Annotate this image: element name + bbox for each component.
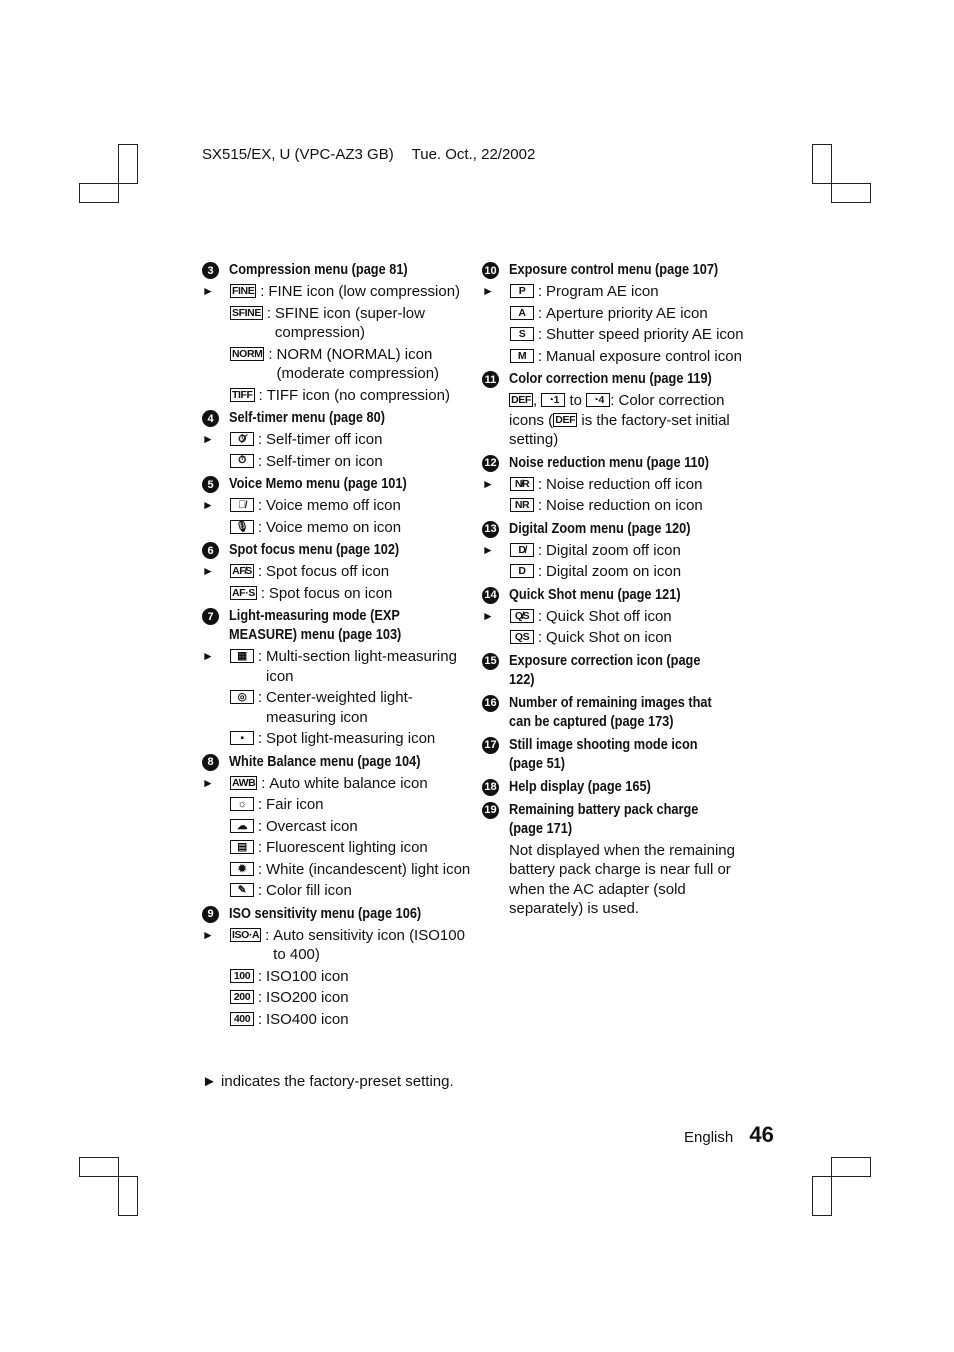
section-number: 9: [202, 906, 219, 923]
section-title: Spot focus menu (page 102): [229, 542, 400, 558]
setting-icon: NORM: [232, 347, 263, 360]
section-heading: [202, 607, 472, 645]
section-heading: [202, 541, 472, 560]
section-heading: [482, 652, 752, 690]
language-label: English: [684, 1129, 734, 1146]
menu-option: [202, 926, 472, 965]
setting-icon: D: [510, 564, 534, 578]
separator: :: [537, 629, 543, 646]
setting-icon: TIFF: [232, 388, 253, 401]
option-description: Fair icon: [266, 796, 324, 813]
section-number: 6: [202, 542, 219, 559]
crop-mark: [812, 1176, 832, 1216]
setting-icon: ☁: [230, 819, 254, 833]
setting-icon: 🎙: [230, 520, 254, 534]
separator: :: [257, 967, 263, 985]
menu-option: [202, 817, 472, 837]
option-description: Spot focus on icon: [268, 584, 393, 602]
option-description: ISO100 icon: [266, 967, 349, 985]
default-marker-icon: ►: [202, 498, 214, 512]
crop-mark: [831, 1157, 871, 1177]
crop-mark: [118, 144, 138, 184]
setting-icon: Q̸S: [510, 609, 534, 623]
setting-icon: 100: [230, 969, 254, 983]
section-title: Light-measuring mode (EXP MEASURE) menu (page 103): [229, 608, 402, 643]
section-heading: [202, 475, 472, 494]
separator: :: [257, 431, 263, 448]
section-heading: [482, 370, 752, 389]
separator: :: [257, 1010, 263, 1028]
menu-option: [202, 774, 472, 794]
separator: :: [537, 497, 543, 514]
menu-option: [482, 282, 752, 302]
menu-option: [202, 688, 472, 727]
option-description: Digital zoom on icon: [546, 563, 682, 580]
section-number: 11: [482, 371, 499, 388]
option-description: Digital zoom off icon: [546, 541, 681, 559]
def-icon: DEF: [553, 413, 577, 427]
separator: :: [257, 452, 263, 470]
option-description: White (incandescent) light icon: [266, 860, 471, 878]
page-number: 46: [749, 1122, 774, 1147]
option-description: Fluorescent lighting icon: [266, 839, 428, 856]
page-header: [202, 146, 549, 163]
menu-option: [202, 795, 472, 815]
setting-icon: FINE: [232, 285, 255, 297]
crop-mark: [79, 1157, 119, 1177]
menu-option: [202, 860, 472, 880]
menu-option: [202, 881, 472, 901]
default-marker-icon: ►: [202, 775, 214, 790]
default-marker-icon: ►: [482, 476, 494, 491]
separator: :: [537, 326, 543, 343]
separator: :: [260, 283, 265, 300]
section-heading: [482, 736, 752, 774]
option-description: Overcast icon: [266, 817, 358, 835]
section-heading: [482, 694, 752, 732]
color-4-icon: ◔4: [586, 393, 610, 407]
setting-icon: P: [510, 284, 534, 298]
section-heading: [202, 905, 472, 924]
section-title: Self-timer menu (page 80): [229, 410, 385, 426]
section-title: Digital Zoom menu (page 120): [509, 520, 691, 537]
option-description: Color fill icon: [266, 882, 352, 899]
menu-option: [482, 541, 752, 561]
option-description: TIFF icon (no compression): [266, 386, 450, 404]
default-marker-icon: ►: [482, 608, 494, 623]
separator: :: [537, 347, 543, 365]
separator: :: [537, 607, 543, 625]
option-description: Multi-section light-measuring icon: [266, 648, 457, 685]
menu-option: [202, 386, 472, 406]
section-number: 3: [202, 262, 219, 279]
separator: :: [257, 730, 263, 747]
menu-option: [202, 988, 472, 1008]
right-column: [482, 257, 752, 919]
section-number: 4: [202, 410, 219, 427]
option-description: Aperture priority AE icon: [546, 304, 708, 322]
section-heading: [482, 801, 752, 839]
section-title: ISO sensitivity menu (page 106): [229, 905, 422, 922]
separator: :: [537, 563, 543, 580]
footnote: ► indicates the factory-preset setting.: [202, 1073, 454, 1090]
menu-option: [482, 347, 752, 367]
setting-icon: ☼: [230, 797, 254, 811]
setting-icon: AWB: [232, 776, 256, 789]
option-description: ISO400 icon: [266, 1010, 349, 1028]
section-number: 18: [482, 779, 499, 796]
default-marker-icon: ►: [202, 927, 214, 942]
separator: :: [257, 518, 263, 536]
left-column: [202, 257, 472, 1029]
option-description: FINE icon (low compression): [268, 283, 461, 300]
section-title: Quick Shot menu (page 121): [509, 586, 681, 603]
section-heading: [482, 586, 752, 605]
option-description: Noise reduction on icon: [546, 497, 703, 514]
option-description: Noise reduction off icon: [546, 475, 703, 493]
crop-mark: [79, 183, 119, 203]
section-title: Exposure correction icon (page 122): [509, 652, 701, 688]
setting-icon: ✹: [230, 862, 254, 876]
setting-icon: ISO·A: [232, 928, 260, 941]
menu-option: [482, 475, 752, 495]
setting-icon: 🎙̸: [230, 498, 254, 512]
section-number: 17: [482, 737, 499, 754]
separator: :: [268, 345, 273, 363]
section-title: Noise reduction menu (page 110): [509, 454, 709, 471]
default-marker-icon: ►: [482, 284, 494, 298]
setting-icon: M: [510, 349, 534, 363]
section-number: 13: [482, 521, 499, 538]
section-number: 16: [482, 695, 499, 712]
menu-option: [202, 282, 472, 302]
option-description: Quick Shot off icon: [546, 607, 672, 625]
setting-icon: AF̸S: [230, 564, 254, 578]
option-description: Center-weighted light-measuring icon: [266, 689, 413, 726]
option-description: Auto white balance icon: [269, 774, 428, 792]
section-number: 7: [202, 608, 219, 625]
option-description: Program AE icon: [546, 283, 659, 300]
section-heading: [482, 454, 752, 473]
setting-icon: AF·S: [232, 586, 255, 599]
option-description: Auto sensitivity icon (ISO100 to 400): [273, 926, 465, 963]
menu-option: [202, 729, 472, 749]
section-number: 14: [482, 587, 499, 604]
setting-icon: ⏱̸: [230, 432, 254, 446]
section-title: Help display (page 165): [509, 778, 651, 795]
section-title: Exposure control menu (page 107): [509, 262, 719, 278]
section-title: Remaining battery pack charge (page 171): [509, 801, 699, 837]
menu-option: [202, 345, 472, 384]
setting-icon: S: [510, 327, 534, 341]
option-description: Voice memo on icon: [266, 518, 402, 536]
setting-icon: ▤: [230, 840, 254, 854]
section-title: Number of remaining images that can be captured (page 173): [509, 694, 712, 730]
setting-icon: ✎: [230, 883, 254, 897]
separator: :: [257, 839, 263, 856]
option-description: Self-timer on icon: [266, 452, 383, 470]
menu-option: [202, 967, 472, 987]
crop-mark: [118, 1176, 138, 1216]
section-number: 5: [202, 476, 219, 493]
section-heading: [202, 753, 472, 772]
crop-mark: [831, 183, 871, 203]
separator: :: [257, 689, 263, 706]
separator: :: [260, 584, 265, 602]
setting-icon: D̸: [510, 543, 534, 557]
setting-icon: 400: [230, 1012, 254, 1026]
option-description: Spot focus off icon: [266, 563, 390, 580]
setting-icon: N̸R: [510, 477, 534, 491]
separator: :: [257, 860, 263, 878]
option-description: NORM (NORMAL) icon (moderate compression): [276, 345, 440, 382]
color-1-icon: ◔1: [541, 393, 565, 407]
menu-option: [482, 562, 752, 582]
menu-option: [202, 838, 472, 858]
menu-option: [482, 496, 752, 516]
default-marker-icon: ►: [202, 564, 214, 578]
model-label: SX515/EX, U (VPC-AZ3 GB): [202, 146, 394, 163]
separator: :: [257, 648, 263, 665]
setting-icon: ⏱: [230, 454, 254, 468]
crop-mark: [812, 144, 832, 184]
separator: :: [257, 989, 263, 1006]
menu-option: [482, 607, 752, 627]
page-footer: [684, 1122, 774, 1148]
separator: :: [257, 796, 263, 813]
menu-option: [202, 1010, 472, 1030]
separator: :: [537, 283, 543, 300]
menu-option: [202, 647, 472, 686]
section-title: Color correction menu (page 119): [509, 371, 712, 387]
separator: :: [266, 304, 271, 322]
section-heading: [482, 520, 752, 539]
section-heading: [482, 261, 752, 280]
section-number: 8: [202, 754, 219, 771]
setting-icon: QS: [510, 630, 534, 644]
separator: :: [257, 882, 263, 899]
section-number: 15: [482, 653, 499, 670]
menu-option: [482, 304, 752, 324]
section-title: Still image shooting mode icon (page 51): [509, 736, 698, 772]
separator: :: [265, 926, 270, 944]
separator: :: [258, 386, 263, 404]
section-title: Voice Memo menu (page 101): [229, 476, 407, 492]
menu-option: [202, 518, 472, 538]
setting-icon: ▦: [230, 649, 254, 663]
menu-option: [202, 430, 472, 450]
def-icon: DEF: [509, 393, 533, 407]
setting-icon: ◎: [230, 690, 254, 704]
separator: :: [537, 541, 543, 559]
section-heading: [202, 261, 472, 280]
option-description: Manual exposure control icon: [546, 347, 742, 365]
option-description: Shutter speed priority AE icon: [546, 326, 744, 343]
default-marker-icon: ►: [482, 542, 494, 557]
separator: :: [537, 475, 543, 493]
separator: :: [257, 817, 263, 835]
option-description: Quick Shot on icon: [546, 629, 672, 646]
option-description: Spot light-measuring icon: [266, 730, 436, 747]
date-label: Tue. Oct., 22/2002: [411, 146, 536, 163]
default-marker-icon: ►: [202, 284, 214, 298]
section-number: 10: [482, 262, 499, 279]
setting-icon: NR: [510, 498, 534, 512]
menu-option: [202, 584, 472, 604]
menu-option: [202, 496, 472, 516]
option-description: Self-timer off icon: [266, 431, 383, 448]
separator: :: [261, 774, 266, 792]
separator: :: [537, 304, 543, 322]
separator: :: [257, 497, 263, 514]
menu-option: [202, 452, 472, 472]
section-number: 19: [482, 802, 499, 819]
setting-icon: 200: [230, 990, 254, 1004]
option-description: ISO200 icon: [266, 989, 349, 1006]
section-number: 12: [482, 455, 499, 472]
section-title: Compression menu (page 81): [229, 262, 408, 278]
setting-icon: A: [510, 306, 534, 320]
section-heading: [482, 778, 752, 797]
menu-option: [202, 562, 472, 582]
menu-option: [482, 325, 752, 345]
option-description: SFINE icon (super-low compression): [274, 304, 425, 341]
section-note: Not displayed when the remaining battery pack charge is near full or when the AC adapter (sold separately) is used.: [509, 841, 735, 917]
setting-icon: ▪: [230, 731, 254, 745]
menu-option: [202, 304, 472, 343]
separator: :: [257, 563, 263, 580]
section-description: DEF , ◔1 to ◔4 : Color correction icons ( DEF is the factory-set initial setting): [509, 392, 730, 448]
default-marker-icon: ►: [202, 649, 214, 663]
menu-option: [482, 628, 752, 648]
option-description: Voice memo off icon: [266, 497, 401, 514]
default-marker-icon: ►: [202, 432, 214, 446]
section-heading: [202, 409, 472, 428]
setting-icon: SFINE: [232, 306, 261, 319]
section-title: White Balance menu (page 104): [229, 753, 421, 770]
